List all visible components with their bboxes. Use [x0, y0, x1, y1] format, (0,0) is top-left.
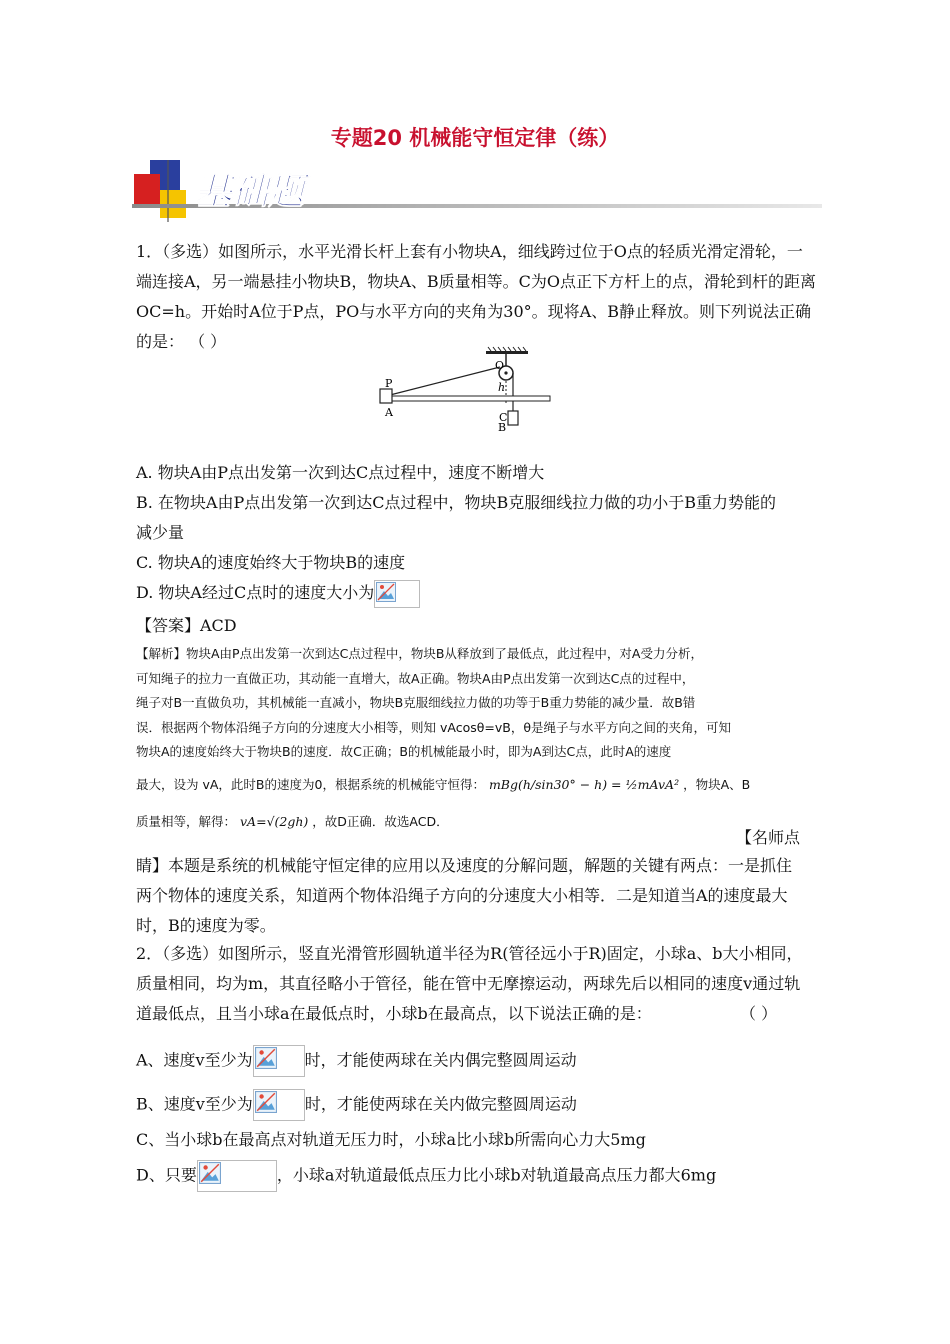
q2-option-d	[136, 1160, 816, 1192]
q2-line-text: 道最低点，且当小球a在最低点时，小球b在最高点，以下说法正确的是：	[136, 1004, 652, 1023]
label-h: h	[498, 381, 506, 394]
q2-option-a-text: A、速度v至少为	[136, 1050, 253, 1070]
option-d-text: D. 物块A经过C点时的速度大小为	[136, 583, 375, 602]
q2-line	[136, 999, 816, 1029]
tip-line: 两个物体的速度关系，知道两个物体沿绳子方向的分速度大小相等．二是知道当A的速度最大	[136, 886, 788, 905]
broken-image-icon	[253, 1045, 305, 1077]
analysis-text: ，物块A、B	[683, 776, 751, 792]
broken-image-icon	[197, 1160, 277, 1192]
q1-line: OC=h。开始时A位于P点，PO与水平方向的夹角为30°。现将A、B静止释放。则下列说法正确	[136, 302, 811, 321]
analysis-text: 质量相等，解得：	[136, 813, 237, 829]
label-o: O	[495, 359, 505, 372]
analysis-line: 误．根据两个物体沿绳子方向的分速度大小相等，则知 vAcosθ=vB，θ是绳子与水平方向之间的夹角，可知	[136, 719, 731, 735]
option-c: C. 物块A的速度始终大于物块B的速度	[136, 553, 406, 572]
q2-option-c: C、当小球b在最高点对轨道无压力时，小球a比小球b所需向心力大5mg	[136, 1130, 646, 1149]
broken-image-icon	[253, 1089, 305, 1121]
question-2-stem	[136, 939, 816, 1029]
option-b-line1: B. 在物块A由P点出发第一次到达C点过程中，物块B克服细线拉力做的功小于B重力势能的	[136, 493, 777, 512]
q1-line: 的是： （ ）	[136, 332, 227, 351]
analysis-text: 最大，设为 vA，此时B的速度为0，根据系统的机械能守恒得：	[136, 776, 485, 792]
q2-option-d-rest: ，小球a对轨道最低点压力比小球b对轨道最高点压力都大6mg	[276, 1165, 717, 1185]
label-c: C	[499, 411, 508, 424]
analysis-line: 绳子对B一直做负功，其机械能一直减小，物块B克服细线拉力做的功等于B重力势能的减少量．故B错	[136, 695, 696, 710]
broken-image-icon	[374, 580, 420, 608]
tip-label: 【名师点	[736, 828, 801, 847]
analysis-line	[136, 765, 816, 805]
section-banner	[132, 160, 822, 222]
question-1-stem	[136, 237, 816, 357]
velocity-formula: vA=√(2gh)	[240, 813, 309, 829]
question-1-options	[136, 458, 816, 641]
label-a: A	[385, 406, 393, 419]
q1-line: 端连接A，另一端悬挂小物块B，物块A、B质量相等。C为O点正下方杆上的点，滑轮到杆的距离	[136, 272, 816, 291]
q2-option-d-text: D、只要	[136, 1165, 197, 1185]
tip-line: 睛】本题是系统的机械能守恒定律的应用以及速度的分解问题，解题的关键有两点：一是抓住	[136, 856, 793, 875]
q2-option-b	[136, 1089, 816, 1121]
banner-graphic	[132, 160, 822, 222]
analysis-line: 可知绳子的拉力一直做正功，其动能一直增大，故A正确。物块A由P点出发第一次到达C点的过程中，	[136, 670, 695, 686]
pulley-figure	[376, 345, 556, 460]
page-title: 专题20 机械能守恒定律（练）	[330, 126, 620, 150]
analysis-line: 物块A的速度始终大于物块B的速度．故C正确；B的机械能最小时，即为A到达C点，此时A的速度	[136, 744, 672, 759]
tip-line: 时，B的速度为零。	[136, 916, 276, 935]
q2-line: 2．（多选）如图所示，竖直光滑管形圆轨道半径为R(管径远小于R)固定，小球a、b大小相同，	[136, 944, 803, 963]
option-d	[136, 578, 816, 608]
option-b-line2: 减少量	[136, 523, 185, 542]
answer: 【答案】ACD	[136, 616, 237, 635]
analysis-text: ，故D正确．故选ACD．	[312, 813, 449, 829]
answer-paren: （ ）	[740, 1004, 778, 1023]
analysis-line: 【解析】物块A由P点出发第一次到达C点过程中，物块B从释放到了最低点，此过程中，对A受力分析，	[136, 646, 703, 661]
q2-option-a-rest: 时，才能使两球在关内偶完整圆周运动	[304, 1050, 577, 1070]
analysis-line	[136, 805, 816, 839]
analysis-block	[136, 642, 816, 839]
option-a: A. 物块A由P点出发第一次到达C点过程中，速度不断增大	[136, 463, 545, 482]
tip-block	[136, 851, 816, 941]
q2-option-b-rest: 时，才能使两球在关内做完整圆周运动	[304, 1094, 577, 1114]
banner-text: 基础题	[196, 171, 305, 213]
q2-line: 质量相同，均为m，其直径略小于管径，能在管中无摩擦运动，两球先后以相同的速度v通过轨	[136, 974, 801, 993]
energy-equation: mBg(h/sin30° − h) = ½mAvA²	[488, 776, 680, 792]
label-b: B	[498, 421, 507, 434]
label-p: P	[385, 377, 393, 390]
q2-option-b-text: B、速度v至少为	[136, 1094, 253, 1114]
q2-option-a	[136, 1045, 816, 1077]
q1-line: 1．（多选）如图所示，水平光滑长杆上套有小物块A，细线跨过位于O点的轻质光滑定滑轮，一	[136, 242, 803, 261]
